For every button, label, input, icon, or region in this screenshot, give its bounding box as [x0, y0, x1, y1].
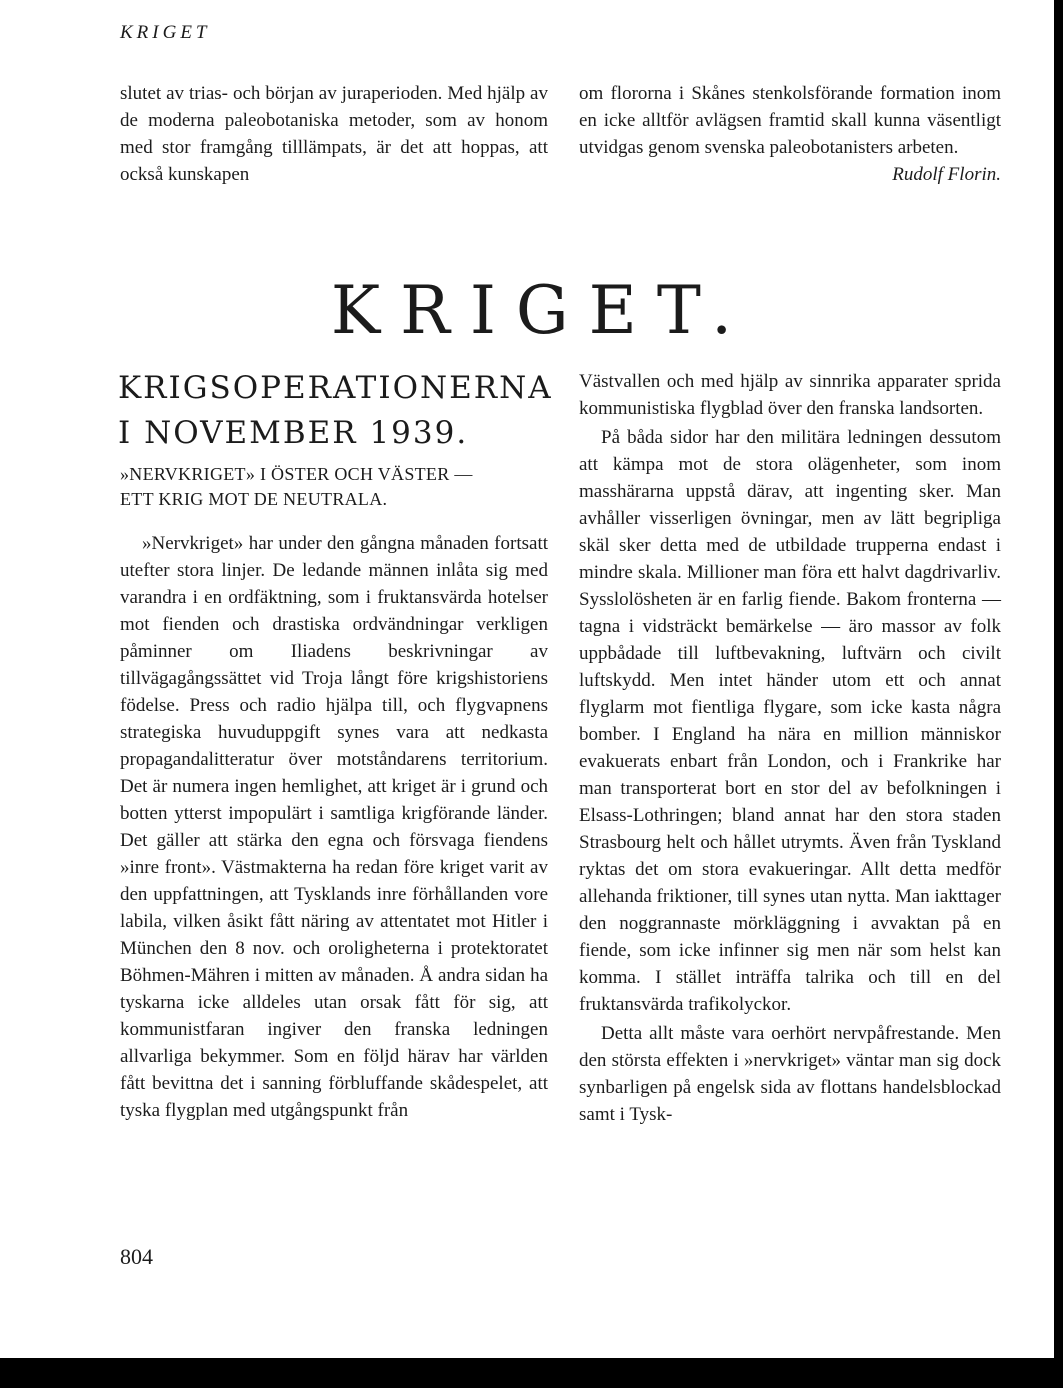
- scan-edge-right: [1054, 0, 1063, 1388]
- previous-article-left-text: slutet av trias- och början av juraperioden. Med hjälp av de moderna paleobotaniska metoder, som av honom med stor framgång tilllämpats, är det att hoppas, att också kunskapen: [120, 83, 548, 185]
- article-headline-line-2: I NOVEMBER 1939.: [118, 415, 469, 451]
- article-subheading-line-2: ETT KRIG MOT DE NEUTRALA.: [120, 489, 388, 509]
- article-headline: [118, 366, 558, 456]
- article-left-paragraph: »Nervkriget» har under den gångna månaden fortsatt utefter stora linjer. De ledande männen inlåta sig med varandra i en ordfäktning, som i fruktansvärda hotelser mot fienden och drastiska ordvändningar verkligen påminner om Iliadens beskrivningar av tillvägagångssättet vid Troja långt före krigshistoriens födelse. Press och radio hjälpa till, och flygvapnens strategiska huvuduppgift synes vara att nedkasta propagandalitteratur över motståndarens territorium. Det är numera ingen hemlighet, att kriget är i grund och botten ytterst impopulärt i samtliga krigförande länder. Det gäller att stärka den egna och försvaga fiendens »inre front». Västmakterna ha redan före kriget varit av den uppfattningen, att Tysklands inre förhållanden vore labila, vilken åsikt fått näring av attentatet mot Hitler i München den 8 nov. och oroligheterna i protektoratet Böhmen-Mähren i mitten av månaden. Å andra sidan ha tyskarna icke alldeles utan orsak fått för sig, att kommunistfaran ingiver den franska ledningen allvarliga bekymmer. Som en följd härav har världen fått bevittna det i sanning förbluffande skådespelet, att tyska flygplan med utgångspunkt från: [120, 533, 548, 1121]
- article-right-column: [579, 368, 1001, 1128]
- article-left-column: [120, 530, 548, 1124]
- previous-article-right-text: [579, 80, 1001, 161]
- author-signature: Rudolf Florin.: [892, 164, 1001, 185]
- page-number: 804: [120, 1244, 153, 1269]
- section-title: KRIGET.: [330, 272, 753, 349]
- running-head: KRIGET: [120, 22, 211, 43]
- article-subheading-line-1: »NERVKRIGET» I ÖSTER OCH VÄSTER —: [120, 464, 473, 484]
- previous-article-left-column: [120, 80, 548, 188]
- article-headline-line-1: KRIGSOPERATIONERNA: [118, 370, 553, 406]
- author-signature-line: [579, 161, 1001, 188]
- previous-article-right-column: [579, 80, 1001, 161]
- scan-edge-bottom: [0, 1358, 1063, 1388]
- article-right-paragraph-2: På båda sidor har den militära ledningen dessutom att kämpa mot de stora olägenheter, som inom masshärarna uppstå därav, att ingenting sker. Man avhåller visserligen övningar, men av lätt begripliga skäl sker detta med de utbildade trupperna endast i mindre skala. Millioner man föra ett halvt dagdrivarliv. Sysslolösheten är en farlig fiende. Bakom fronterna — tagna i vidsträckt bemärkelse — äro massor av folk uppbådade till luftbevakning, luftvärn och civilt luftskydd. Men intet händer utom ett och annat flyglarm mot fientliga flygare, som icke kasta några bomber. I England ha nära en million människor evakuerats enbart från London, och i Frankrike har man transporterat bort en stor del av befolkningen i Elsass-Lothringen; bland annat har den stora staden Strasbourg helt och hållet utrymts. Även från Tyskland ryktas det om stora evakueringar. Allt detta medför allehanda friktioner, till synes utan nytta. Man iakttager den noggrannaste mörkläggning i avvaktan på en fiende, som icke infinner sig men när som helst kan komma. I stället inträffa talrika och till en del fruktansvärda trafikolyckor.: [579, 427, 1001, 1015]
- article-subheading: [120, 462, 550, 512]
- article-right-paragraph-3: Detta allt måste vara oerhört nervpåfrestande. Men den största effekten i »nervkriget» väntar man sig dock synbarligen på engelsk sida av flottans handelsblockad samt i Tysk-: [579, 1023, 1001, 1125]
- previous-article-right-body: om flororna i Skånes stenkolsförande formation inom en icke alltför avlägsen framtid skall kunna väsentligt utvidgas genom svenska paleobotanisters arbeten.: [579, 83, 1001, 158]
- article-right-paragraph-1: Västvallen och med hjälp av sinnrika apparater sprida kommunistiska flygblad över den franska landsorten.: [579, 371, 1001, 419]
